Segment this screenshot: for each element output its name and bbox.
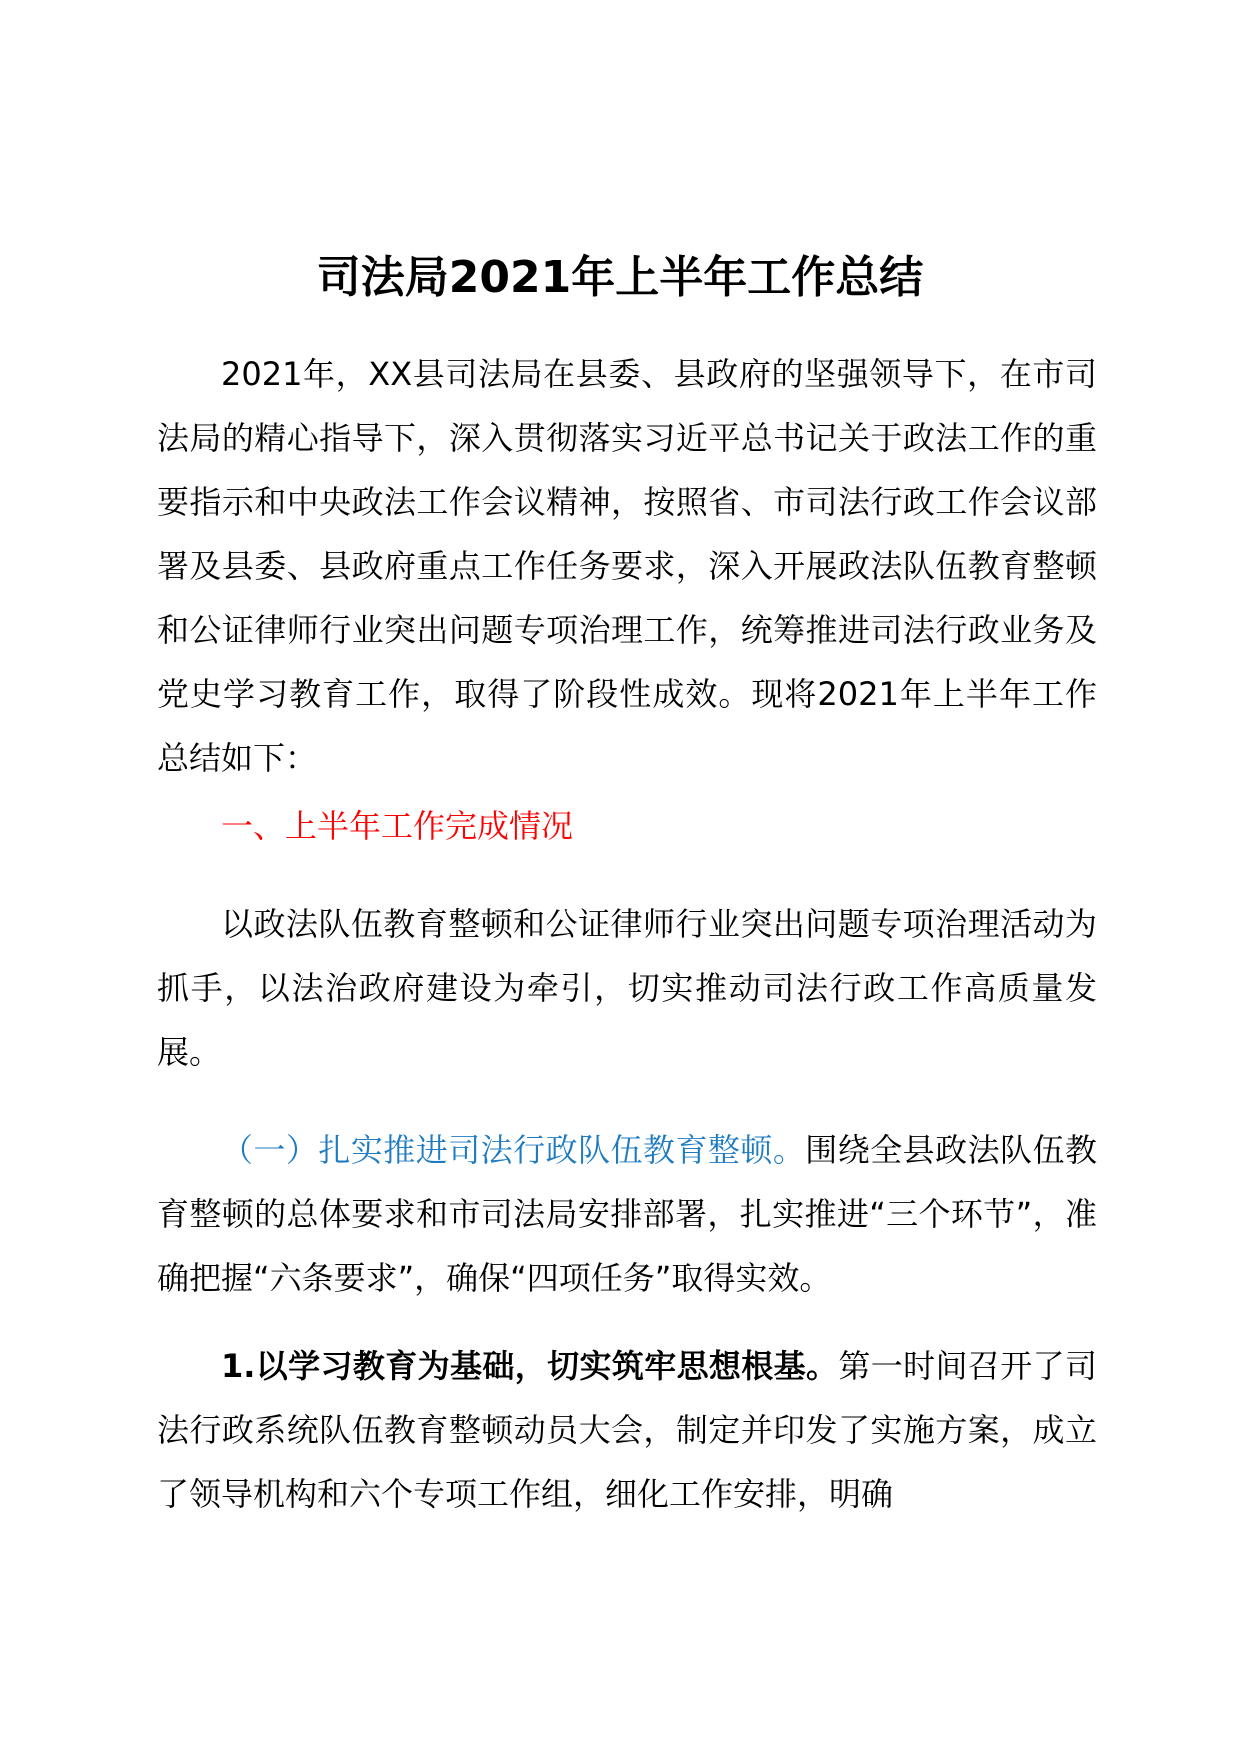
intro-paragraph: 2021年，XX县司法局在县委、县政府的坚强领导下，在市司法局的精心指导下，深入贯彻落实习近平总书记关于政法工作的重要指示和中央政法工作会议精神，按照省、市司法行政工作会议部署及县委、县政府重点工作任务要求，深入开展政法队伍教育整顿和公证律师行业突出问题专项治理工作，统筹推进司法行政业务及党史学习教育工作，取得了阶段性成效。现将2021年上半年工作总结如下： [157,355,1097,777]
item-paragraph [157,1334,1097,1526]
subsection-paragraph [157,1118,1097,1310]
section-intro-paragraph: 以政法队伍教育整顿和公证律师行业突出问题专项治理活动为抓手，以法治政府建设为牵引，切实推动司法行政工作高质量发展。 [157,905,1097,1071]
section-heading: 一、上半年工作完成情况 [221,807,574,845]
item-text: 第一时间召开了司法行政系统队伍教育整顿动员大会，制定并印发了实施方案，成立了领导机构和六个专项工作组，细化工作安排，明确 [157,1347,1097,1513]
document-title: 司法局2021年上半年工作总结 [316,252,924,303]
subsection-heading: （一）扎实推进司法行政队伍教育整顿。 [221,1131,806,1169]
subsection-text: 围绕全县政法队伍教育整顿的总体要求和市司法局安排部署，扎实推进“三个环节”，准确把握“六条要求”，确保“四项任务”取得实效。 [157,1131,1097,1297]
item-heading: 1.以学习教育为基础，切实筑牢思想根基。 [221,1347,839,1385]
